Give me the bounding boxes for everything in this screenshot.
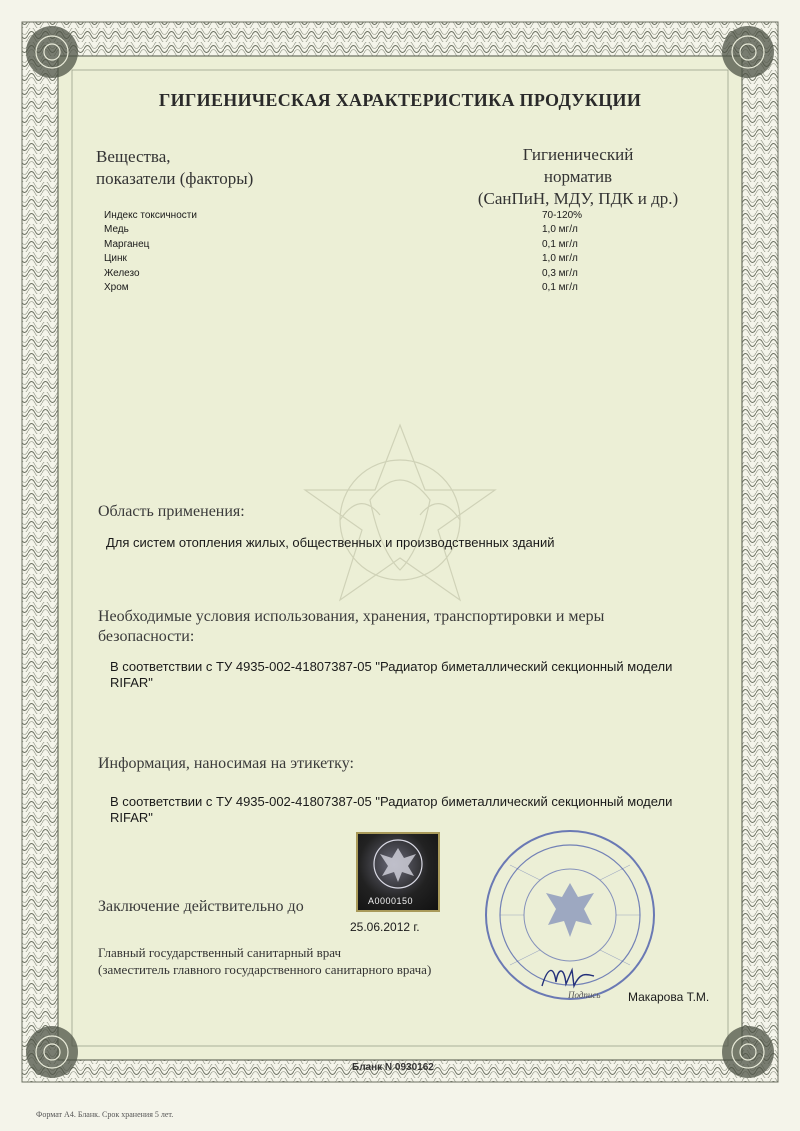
conditions-label-line: безопасности: — [98, 628, 195, 645]
signer-name: Макарова Т.М. — [628, 990, 710, 1004]
valid-date: 25.06.2012 г. — [350, 920, 420, 934]
signature — [538, 962, 598, 992]
conditions-label-line: Необходимые условия использования, хранения, транспортировки и меры — [98, 608, 605, 625]
eagle-icon — [358, 834, 438, 894]
hologram-sticker — [356, 832, 440, 912]
label-info-text-line: RIFAR" — [110, 810, 153, 825]
label-info-text-line: В соответствии с ТУ 4935-002-41807387-05 "Радиатор биметаллический секционный модели — [110, 794, 673, 809]
norm-header-line: (СанПиН, МДУ, ПДК и др.) — [477, 189, 679, 208]
factor-name: Железо — [104, 267, 140, 279]
document-title: ГИГИЕНИЧЕСКАЯ ХАРАКТЕРИСТИКА ПРОДУКЦИИ — [158, 90, 642, 110]
label-info-label: Информация, наносимая на этикетку: — [98, 755, 354, 772]
substances-header-line: показатели (факторы) — [96, 169, 254, 188]
signature-caption: Подпись — [568, 990, 601, 1000]
scope-text: Для систем отопления жилых, общественных и производственных зданий — [106, 535, 555, 550]
blank-number: Бланк N 0930162 — [352, 1062, 434, 1073]
conditions-text-line: В соответствии с ТУ 4935-002-41807387-05 "Радиатор биметаллический секционный модели — [110, 659, 673, 674]
factor-norm: 1,0 мг/л — [542, 224, 578, 236]
valid-label: Заключение действительно до — [98, 898, 304, 915]
conditions-label — [98, 607, 604, 647]
factor-name: Медь — [104, 224, 129, 236]
factor-norm: 0,1 мг/л — [542, 282, 578, 294]
doctor-label — [98, 944, 431, 978]
norm-list — [542, 209, 582, 295]
factor-name: Марганец — [104, 238, 150, 250]
conditions-text — [110, 659, 672, 691]
watermark-emblem — [300, 420, 500, 620]
factor-norm: 70-120% — [542, 210, 583, 221]
factor-norm: 0,3 мг/л — [542, 267, 578, 279]
hologram-number: A0000150 — [368, 896, 414, 906]
factor-name: Цинк — [104, 253, 127, 265]
factor-norm: 1,0 мг/л — [542, 253, 578, 265]
label-info-text — [110, 794, 672, 826]
doctor-label-line: Главный государственный санитарный врач — [98, 945, 342, 960]
doctor-label-line: (заместитель главного государственного санитарного врача) — [98, 962, 432, 977]
factor-name: Хром — [104, 282, 129, 294]
scope-label: Область применения: — [98, 503, 245, 520]
footer-note: Формат А4. Бланк. Срок хранения 5 лет. — [36, 1110, 174, 1119]
norm-header — [440, 144, 716, 210]
factor-name: Индекс токсичности — [104, 210, 197, 221]
norm-header-line: Гигиенический — [522, 145, 634, 164]
norm-header-line: норматив — [543, 167, 613, 186]
substances-header — [96, 146, 253, 190]
factor-list — [104, 209, 197, 295]
factor-norm: 0,1 мг/л — [542, 238, 578, 250]
substances-header-line: Вещества, — [96, 147, 171, 166]
conditions-text-line: RIFAR" — [110, 675, 153, 690]
